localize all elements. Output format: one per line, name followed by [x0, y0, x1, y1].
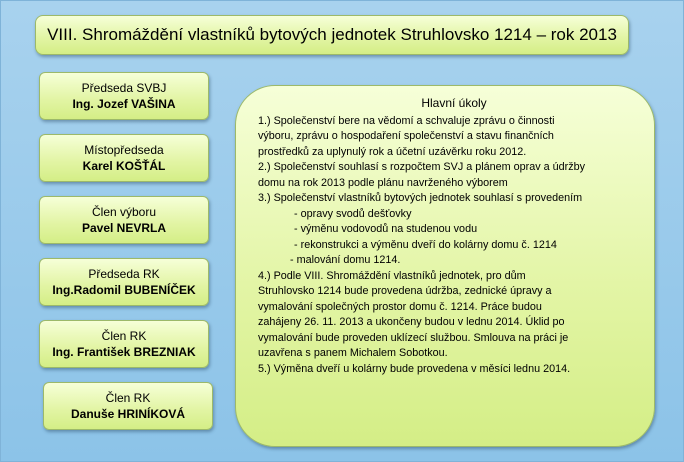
person-name: Ing. František BREZNIAK: [52, 345, 196, 359]
task-line: vymalování společných prostor domu č. 1214. Práce budou: [258, 300, 542, 313]
task-line: Struhlovsko 1214 bude provedena údržba, zednické úpravy a: [258, 285, 552, 297]
task-line: domu na rok 2013 podle plánu navrženého výborem: [258, 176, 508, 189]
task-line: 5.) Výměna dveří u kolárny bude provedena v měsíci lednu 2014.: [258, 362, 571, 375]
task-line: uzavřena s panem Michalem Sobotkou.: [258, 347, 448, 359]
person-role: Předseda RK: [88, 267, 160, 281]
person-role: Člen RK: [105, 391, 151, 405]
task-item-3: [258, 191, 640, 269]
person-name: Ing.Radomil BUBENÍČEK: [52, 283, 196, 297]
person-box-vice-chairman: [39, 134, 209, 182]
person-name: Karel KOŠŤÁL: [82, 159, 166, 173]
task-line: 4.) Podle VIII. Shromáždění vlastníků jednotek, pro dům: [258, 269, 526, 282]
task-line: výboru, zprávu o hospodaření společenství a stavu finančních: [258, 130, 554, 142]
person-name: Danuše HRINÍKOVÁ: [70, 407, 186, 421]
person-name: Pavel NEVRLA: [81, 221, 167, 235]
page-title: VIII. Shromáždění vlastníků bytových jednotek Struhlovsko 1214 – rok 2013: [47, 25, 617, 44]
task-line: 1.) Společenství bere na vědomí a schvaluje zprávu o činnosti: [258, 114, 555, 127]
task-line: vymalování bude proveden uklízecí službou. Smlouva na práci je: [258, 331, 569, 344]
task-item-2: [258, 160, 640, 191]
task-item-1: [258, 114, 640, 161]
task-item-4: [258, 269, 640, 362]
person-box-audit-member-1: [39, 320, 209, 368]
task-line: 2.) Společenství souhlasí s rozpočtem SVJ a plánem oprav a údržby: [258, 161, 586, 173]
person-name: Ing. Jozef VAŠINA: [72, 97, 176, 111]
tasks-box: [235, 85, 655, 447]
task-subitem: - rekonstrukci a výměnu dveří do kolárny domu č. 1214: [294, 238, 557, 251]
person-role: Místopředseda: [84, 143, 164, 157]
person-role: Člen výboru: [91, 205, 157, 219]
task-subitem: - výměnu vodovodů na studenou vodu: [294, 223, 478, 235]
task-subitem: - opravy svodů dešťovky: [294, 207, 412, 220]
title-box: [35, 15, 629, 55]
task-subitem: - malování domu 1214.: [290, 254, 401, 266]
task-item-5: [258, 362, 640, 378]
person-box-audit-member-2: [43, 382, 213, 430]
person-role: Předseda SVBJ: [81, 81, 167, 95]
person-box-committee-member: [39, 196, 209, 244]
task-line: prostředků za uplynulý rok a účetní uzávěrku roku 2012.: [258, 145, 527, 158]
person-box-chairman: [39, 72, 209, 120]
person-box-audit-chairman: [39, 258, 209, 306]
task-line: 3.) Společenství vlastníků bytových jednotek souhlasí s provedením: [258, 192, 583, 204]
tasks-heading: Hlavní úkoly: [421, 96, 487, 110]
task-line: zahájeny 26. 11. 2013 a ukončeny budou v lednu 2014. Úklid po: [258, 316, 565, 328]
person-role: Člen RK: [101, 329, 147, 343]
